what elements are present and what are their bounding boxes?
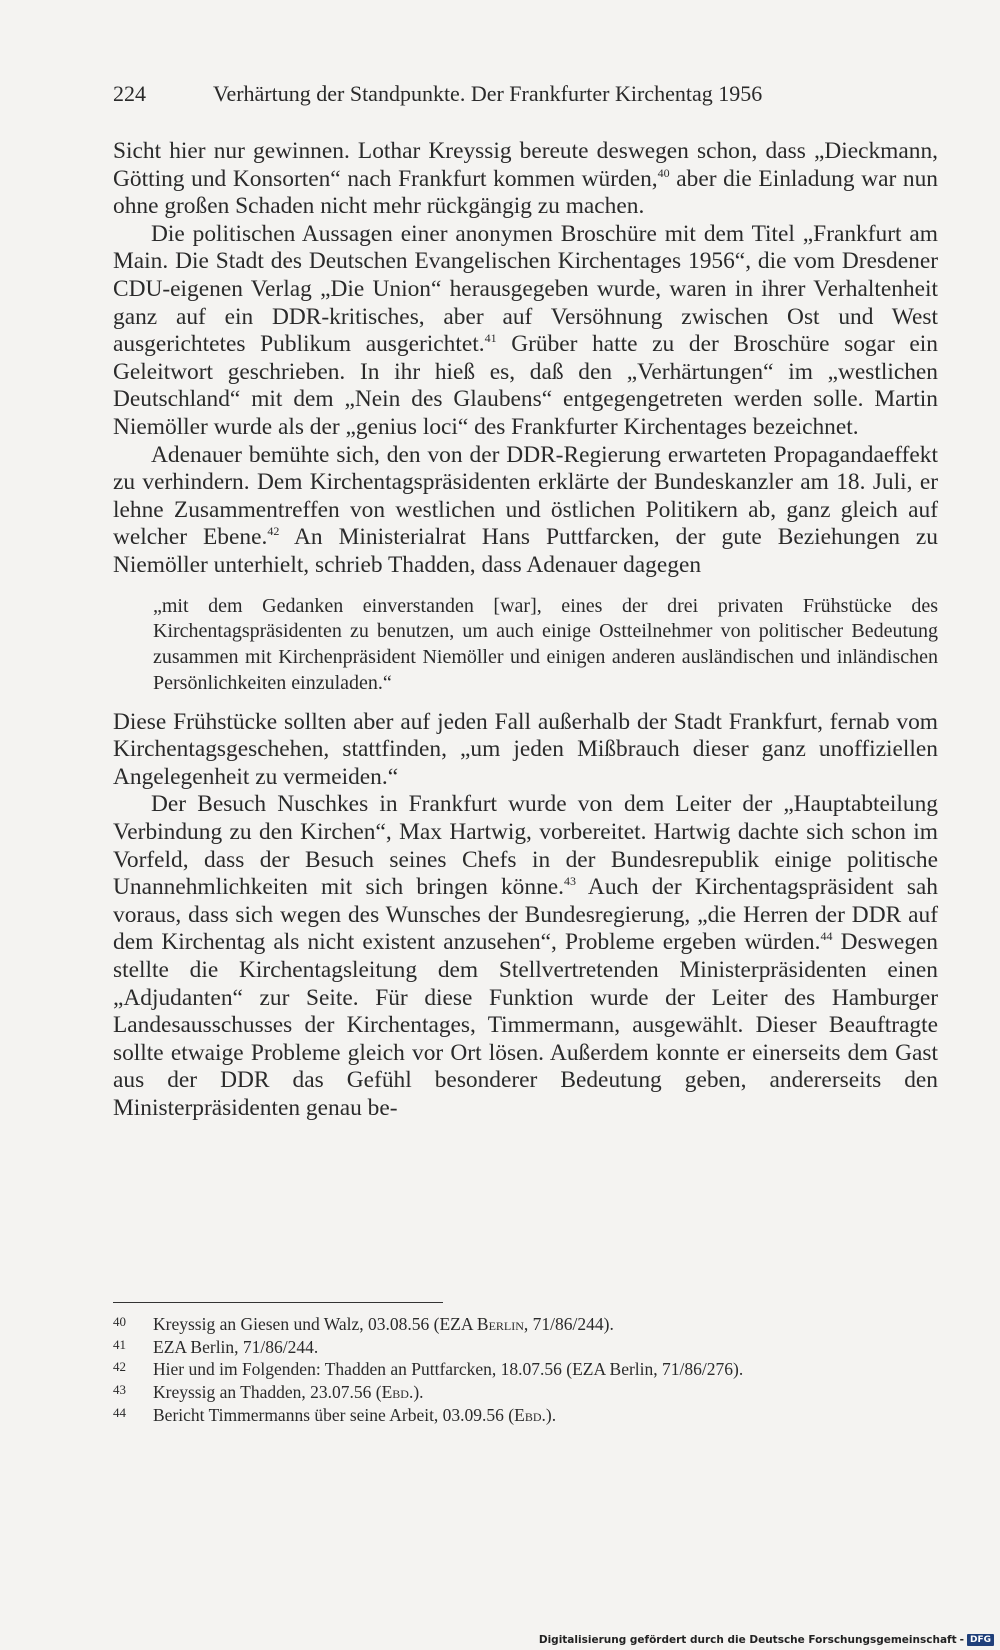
paragraph: Diese Frühstücke sollten aber auf jeden Fall außerhalb der Stadt Frankfurt, fernab vom Kirchentagsgeschehen, stattfinden, „um jeden Mißbrauch dieser ganz unoffiziellen Angelegenheit zu vermeiden.“: [113, 708, 938, 790]
text-span: Ebd.: [381, 1382, 414, 1403]
footnote-ref[interactable]: 41: [484, 331, 497, 346]
paragraph: [113, 138, 938, 221]
text-span: An Ministerialrat Hans Puttfarcken, der gute Beziehungen zu Niemöller unterhielt, schrieb Thadden, dass Adenauer dagegen: [113, 524, 938, 578]
paragraph: [113, 791, 938, 1122]
text-span: Sicht hier nur gewinnen. Lothar Kreyssig bereute deswegen schon, dass „Dieckmann, Götting und Konsorten“ nach Frankfurt kommen würden,: [113, 138, 938, 192]
footnote-number: 43: [113, 1382, 126, 1398]
text-span: ).: [545, 1404, 557, 1425]
text-span: , 71/86/244).: [523, 1314, 614, 1334]
footnote-text: [153, 1404, 556, 1427]
paragraph: [113, 221, 938, 442]
footnote-ref[interactable]: 43: [564, 874, 577, 889]
footnote: [113, 1336, 938, 1359]
footnote-ref[interactable]: 40: [657, 165, 670, 180]
footnote-text: [153, 1381, 424, 1404]
footnote-ref[interactable]: 44: [820, 929, 833, 944]
dfg-watermark: Digitalisierung gefördert durch die Deutsche Forschungsgemeinschaft - DFG: [539, 1634, 994, 1646]
paragraph: [113, 442, 938, 580]
text-span: Die politischen Aussagen einer anonymen Broschüre mit dem Titel „Frankfurt am Main. Die Stadt des Deutschen Evangelischen Kirchentages 1956“, die vom Dresdener CDU-eigenen Verlag „Die Union“ herausgegeben wurde, waren in ihrer Verhaltenheit ganz auf ein DDR-kritisches, aber auf Versöhnung zwischen Ost und West ausgerichtetes Publikum ausgerichtet.: [113, 220, 938, 358]
block-quote: „mit dem Gedanken einverstanden [war], eines der drei privaten Frühstücke des Kirchentagspräsidenten zu benutzen, um auch einige Ostteilnehmer von politischer Bedeutung zusammen mit Kirchenpräsident Niemöller und einigen anderen ausländischen und inländischen Persönlichkeiten einzuladen.“: [153, 594, 938, 694]
footnote-number: 42: [113, 1359, 126, 1375]
footnote-number: 40: [113, 1314, 126, 1329]
text-span: Der Besuch Nuschkes in Frankfurt wurde von dem Leiter der „Hauptabteilung Verbindung zu den Kirchen“, Max Hartwig, vorbereitet. Hartwig dachte sich schon im Vorfeld, dass der Besuch seines Chefs in der Bundesrepublik einige politische Unannehmlichkeiten mit sich bringen könne.: [113, 791, 938, 901]
footnote-text: [153, 1336, 318, 1359]
footnote: [113, 1358, 938, 1381]
footnote-text: [153, 1358, 743, 1381]
dfg-logo-icon: DFG: [967, 1634, 994, 1646]
text-span: Bericht Timmermanns über seine Arbeit, 03.09.56 (: [153, 1404, 515, 1425]
text-span: Berlin: [476, 1314, 524, 1334]
text-span: Deswegen stellte die Kirchentagsleitung dem Stellvertretenden Ministerpräsidenten einen „Adjudanten“ zur Seite. Für diese Funktion wurde der Leiter des Hamburger Landesausschusses der Kirchentages, Timmermann, ausgewählt. Dieser Beauftragte sollte etwaige Probleme gleich vor Ort lösen. Außerdem konnte er einerseits dem Gast aus der DDR das Gefühl besonderer Bedeutung geben, andererseits den Ministerpräsidenten genau be-: [113, 929, 938, 1121]
footnotes: [113, 1313, 938, 1427]
footnote: [113, 1381, 938, 1404]
footnote-divider: [113, 1302, 443, 1303]
footnote: [113, 1404, 938, 1427]
text-span: aber die Einladung war nun ohne großen Schaden nicht mehr rückgängig zu machen.: [113, 165, 939, 220]
text-span: ).: [413, 1382, 424, 1403]
footnote-number: 41: [113, 1336, 126, 1352]
watermark-text: Digitalisierung gefördert durch die Deutsche Forschungsgemeinschaft: [538, 1634, 957, 1646]
footnote-text: [153, 1313, 614, 1336]
page-number: 224: [113, 81, 146, 106]
footnote-ref[interactable]: 42: [267, 524, 280, 539]
running-title: Verhärtung der Standpunkte. Der Frankfurter Kirchentag 1956: [213, 81, 763, 106]
footnote: [113, 1313, 938, 1336]
text-span: Kreyssig an Thadden, 23.07.56 (: [153, 1382, 382, 1403]
main-text: [113, 138, 938, 1123]
text-span: Auch der Kirchentagspräsident sah voraus, dass sich wegen des Wunsches der Bundesregierung, „die Herren der DDR auf dem Kirchentag als nicht existent anzusehen“, Probleme ergeben würden.: [113, 874, 938, 956]
text-span: Ebd.: [514, 1404, 546, 1425]
text-span: EZA Berlin, 71/86/244.: [153, 1336, 319, 1357]
footnote-number: 44: [113, 1404, 126, 1420]
text-span: Hier und im Folgenden: Thadden an Puttfarcken, 18.07.56 (EZA Berlin, 71/86/276).: [153, 1359, 744, 1380]
text-span: Kreyssig an Giesen und Walz, 03.08.56 (EZA: [153, 1314, 477, 1334]
text-span: Adenauer bemühte sich, den von der DDR-Regierung erwarteten Propagandaeffekt zu verhindern. Dem Kirchentagspräsidenten erklärte der Bundeskanzler am 18. Juli, er lehne Zusammentreffen von westlichen und östlichen Politikern ab, ganz gleich auf welcher Ebene.: [113, 441, 938, 551]
text-span: Grüber hatte zu der Broschüre sogar ein Geleitwort geschrieben. In ihr hieß es, daß den „Verhärtungen“ im „westlichen Deutschland“ mit dem „Nein des Glaubens“ entgegengetreten werden solle. Martin Niemöller wurde als der „genius loci“ des Frankfurter Kirchentages bezeichnet.: [113, 331, 938, 440]
running-header: [113, 80, 938, 108]
